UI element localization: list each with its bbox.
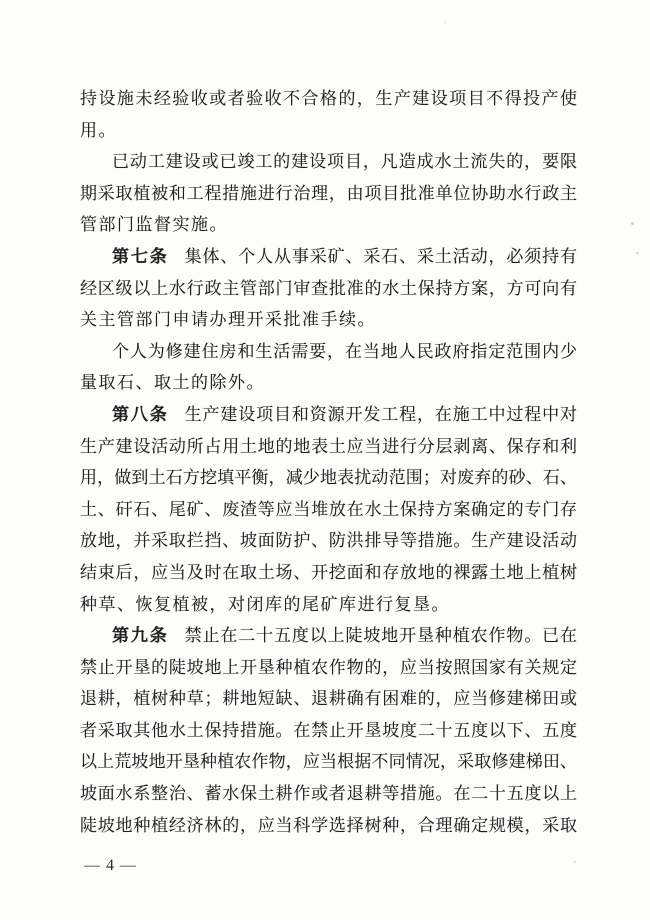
line-text: 以上荒坡地开垦种植农作物，应当根据不同情况，采取修建梯田、 xyxy=(80,752,577,772)
line-text: 种草、恢复植被，对闭库的尾矿库进行复垦。 xyxy=(80,594,450,614)
article-number: 第八条 xyxy=(112,404,169,424)
text-line xyxy=(80,399,577,431)
line-text: 用，做到土石方挖填平衡，减少地表扰动范围；对废弃的砂、石、 xyxy=(80,468,577,488)
text-line xyxy=(80,620,577,652)
line-text: 个人为修建住房和生活需要，在当地人民政府指定范围内少 xyxy=(112,341,577,361)
scan-speck xyxy=(444,21,447,24)
text-line xyxy=(80,746,577,778)
text-line xyxy=(80,715,577,747)
text-line xyxy=(80,810,577,842)
text-line xyxy=(80,525,577,557)
text-line xyxy=(80,778,577,810)
line-text: 已动工建设或已竣工的建设项目，凡造成水土流失的，要限 xyxy=(112,152,577,172)
page-number: — 4 — xyxy=(84,857,137,874)
text-line xyxy=(80,431,577,463)
line-text: 期采取植被和工程措施进行治理，由项目批准单位协助水行政主 xyxy=(80,183,577,203)
line-text: 生产建设活动所占用土地的地表土应当进行分层剥离、保存和利 xyxy=(80,436,577,456)
line-text: 禁止开垦的陡坡地上开垦种植农作物的，应当按照国家有关规定 xyxy=(80,657,577,677)
text-line xyxy=(80,146,577,178)
text-line xyxy=(80,494,577,526)
text-line xyxy=(80,589,577,621)
text-line xyxy=(80,83,577,115)
line-text: 退耕，植树种草；耕地短缺、退耕确有困难的，应当修建梯田或 xyxy=(80,689,577,709)
line-text: 生产建设项目和资源开发工程，在施工中过程中对 xyxy=(184,404,577,424)
document-text-block xyxy=(80,83,577,841)
line-text: 坡面水系整治、蓄水保土耕作或者退耕等措施。在二十五度以上 xyxy=(80,784,577,804)
line-text: 者采取其他水土保持措施。在禁止开垦坡度二十五度以下、五度 xyxy=(80,720,577,740)
text-line xyxy=(80,652,577,684)
line-text: 结束后，应当及时在取土场、开挖面和存放地的裸露土地上植树 xyxy=(80,562,577,582)
line-text: 土、矸石、尾矿、废渣等应当堆放在水土保持方案确定的专门存 xyxy=(80,499,577,519)
text-line xyxy=(80,178,577,210)
line-text: 持设施未经验收或者验收不合格的，生产建设项目不得投产使 xyxy=(80,89,577,108)
line-text: 放地，并采取拦挡、坡面防护、防洪排导等措施。生产建设活动 xyxy=(80,531,577,551)
text-line xyxy=(80,241,577,273)
text-line xyxy=(80,557,577,589)
text-line xyxy=(80,304,577,336)
text-line xyxy=(80,367,577,399)
line-text: 集体、个人从事采矿、采石、采土活动，必须持有 xyxy=(184,246,577,266)
scan-speck xyxy=(636,252,639,254)
line-text: 陡坡地种植经济林的，应当科学选择树种，合理确定规模，采取 xyxy=(80,815,577,835)
text-line xyxy=(80,209,577,241)
line-text: 关主管部门申请办理开采批准手续。 xyxy=(80,310,376,330)
text-line xyxy=(80,683,577,715)
line-text: 量取石、取土的除外。 xyxy=(80,373,265,393)
text-line xyxy=(80,115,577,147)
text-line xyxy=(80,462,577,494)
line-text: 禁止在二十五度以上陡坡地开垦种植农作物。已在 xyxy=(184,626,577,646)
scan-speck xyxy=(631,222,634,225)
line-text: 管部门监督实施。 xyxy=(80,215,228,235)
text-line xyxy=(80,273,577,305)
text-line xyxy=(80,336,577,368)
scan-speck xyxy=(574,861,576,863)
article-number: 第九条 xyxy=(112,626,169,646)
line-text: 用。 xyxy=(80,120,117,140)
line-text: 经区级以上水行政主管部门审查批准的水土保持方案，方可向有 xyxy=(80,278,577,298)
article-number: 第七条 xyxy=(112,246,169,266)
